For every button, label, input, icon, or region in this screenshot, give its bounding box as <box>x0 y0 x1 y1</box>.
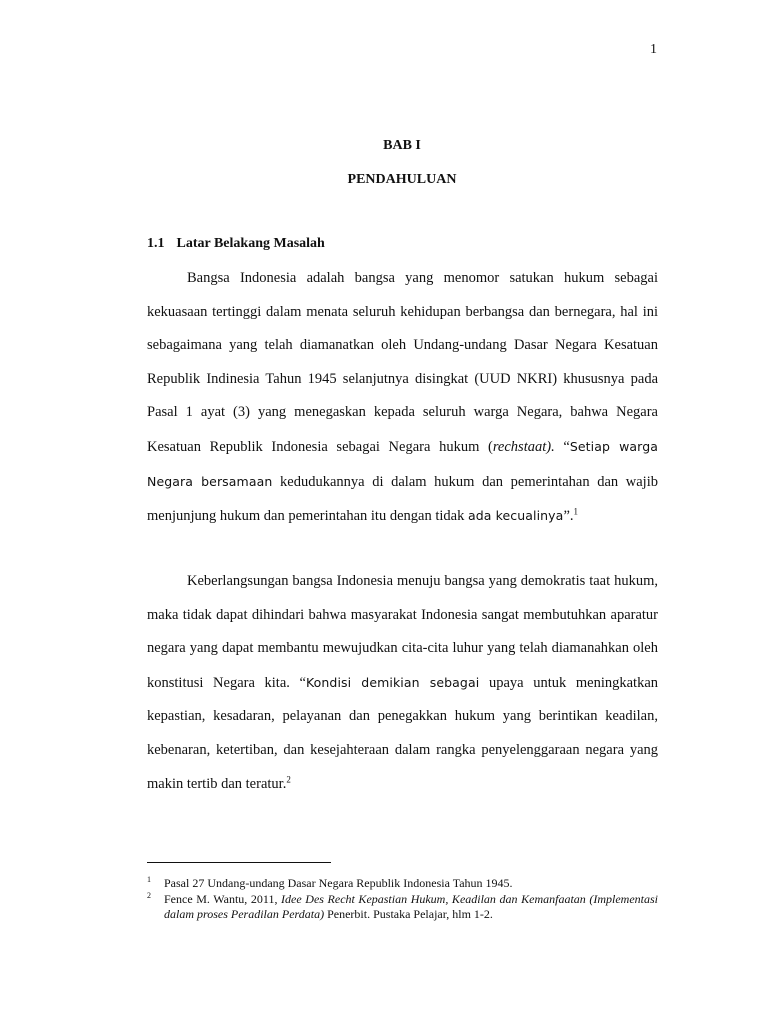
paragraph-1-quote-tail: ada kecualinya <box>467 508 564 524</box>
paragraph-1-text-after-quote: kedudukannya di dalam hukum dan pemerintahan dan wajib menjunjung hukum dan pemerintahan itu dengan tidak <box>147 473 658 525</box>
footnote-1 <box>147 876 658 892</box>
footnote-ref-2: 2 <box>286 774 291 785</box>
footnotes <box>147 876 658 923</box>
paragraph-2-text-after-quote: upaya untuk meningkatkan kepastian, kesadaran, pelayanan dan penegakkan hukum yang berintikan keadilan, kebenaran, ketertiban, dan kesejahteraan dalam rangka penyelenggaraan negara yang makin tertib dan teratur. <box>147 674 659 792</box>
footnote-1-mark: 1 <box>147 875 151 884</box>
paragraph-2-text: Keberlangsungan bangsa Indonesia menuju bangsa yang demokratis taat hukum, maka tidak dapat dihindari bahwa masyarakat Indonesia sangat membutuhkan aparatur negara yang dapat membantu mewujudkan cita-cita luhur yang telah diamanahkan oleh konstitusi Negara kita. “ <box>147 573 658 691</box>
footnote-separator <box>147 862 331 863</box>
paragraph-1-text: Bangsa Indonesia adalah bangsa yang menomor satukan hukum sebagai kekuasaan tertinggi dalam menata seluruh kehidupan berbangsa dan bernegara, hal ini sebagaimana yang telah diamanatkan oleh Undang-undang Dasar Negara Kesatuan Republik Indinesia Tahun 1945 selanjutnya disingkat (UUD NKRI) khususnya pada Pasal 1 ayat (3) yang menegaskan kepada seluruh warga Negara, bahwa Negara Kesatuan Republik Indonesia sebagai Negara hukum ( <box>147 270 658 455</box>
page-number: 1 <box>650 42 657 57</box>
footnote-2 <box>147 892 658 923</box>
quote-open-mark: “ <box>563 438 570 455</box>
footnote-ref-1: 1 <box>573 506 579 517</box>
footnote-2-rest: Penerbit. Pustaka Pelajar, hlm 1-2. <box>324 907 493 921</box>
footnote-2-mark: 2 <box>147 890 151 900</box>
chapter-number: BAB I <box>383 138 421 153</box>
section-number: 1.1 <box>147 236 165 251</box>
footnote-2-title: Idee Des Recht Kepastian Hukum, Keadilan dan Kemanfaatan (Implementasi dalam proses Peradilan Perdata) <box>164 891 659 921</box>
footnote-2-author: Fence M. Wantu, 2011, <box>164 891 282 906</box>
chapter-title: PENDAHULUAN <box>347 172 457 187</box>
paragraph-1-italic-term: rechstaat). <box>492 438 555 455</box>
footnote-1-text: Pasal 27 Undang-undang Dasar Negara Republik Indonesia Tahun 1945. <box>164 876 513 890</box>
paragraph-1 <box>147 262 658 534</box>
quote-close-mark: ”. <box>563 508 574 525</box>
section-heading <box>147 236 325 252</box>
section-title: Latar Belakang Masalah <box>176 236 325 251</box>
paragraph-1-quote: Setiap warga Negara bersamaan <box>147 438 658 489</box>
paragraph-2-quote: Kondisi demikian sebagai <box>305 674 480 690</box>
paragraph-2 <box>147 565 658 801</box>
